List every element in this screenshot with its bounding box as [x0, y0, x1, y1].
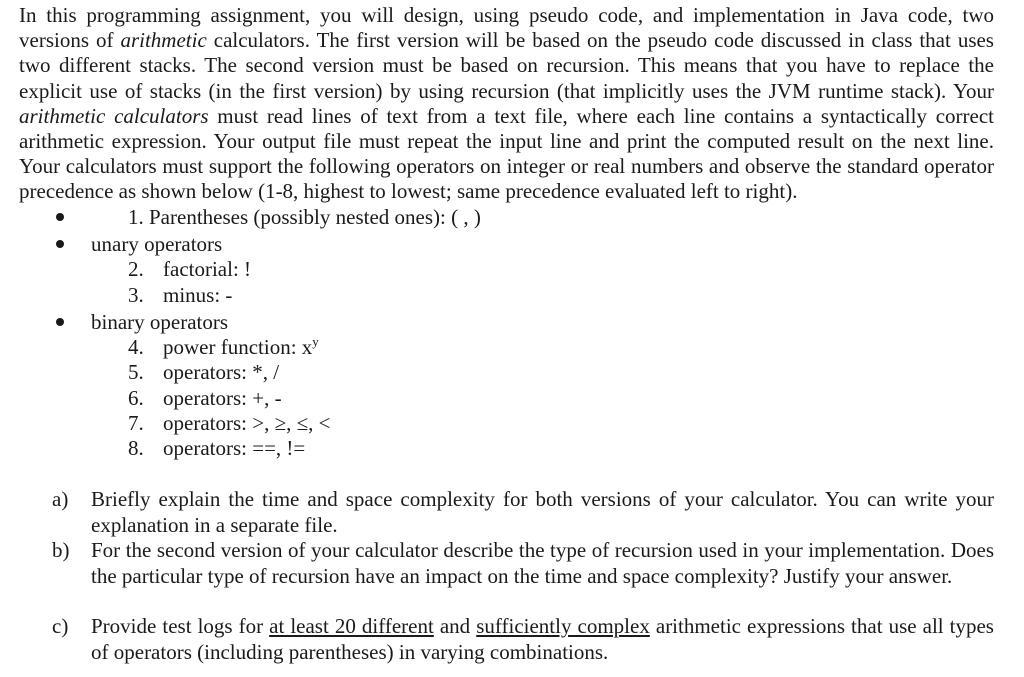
operator-multiplicative: operators: *, / [163, 360, 280, 384]
operator-equality: operators: ==, != [163, 436, 306, 460]
question-b-text: For the second version of your calculator describe the type of recursion used in your implementation. Does the particular type of recursion have an impact on the time and space complexity? Justify your answer. [91, 538, 994, 588]
operator-minus: minus: - [163, 283, 233, 307]
question-b-label: b) [52, 538, 70, 562]
power-exponent: y [312, 334, 319, 349]
intro-emphasis-1: arithmetic [120, 28, 207, 53]
intro-text-1: In this programming assignment, you will design, using pseudo code, and implementation in Java code, two versions of [19, 3, 994, 53]
bullet-icon [56, 240, 64, 248]
bullet-icon [56, 318, 64, 326]
question-c-pre: Provide test logs for [91, 614, 270, 638]
operator-parentheses: 1. Parentheses (possibly nested ones): ( , ) [128, 205, 481, 229]
operator-number: 7. [128, 411, 144, 435]
question-c-text [91, 614, 994, 665]
intro-text-2: calculators. The first version will be based on the pseudo code discussed in class that uses two different stacks. The second version must be based on recursion. This means that you have to replace the explicit use of stacks (in the first version) by using recursion (that implicitly uses the JVM runtime stack). Your [19, 28, 994, 103]
power-text: power function: x [163, 335, 313, 359]
question-a-label: a) [52, 487, 69, 511]
operator-factorial: factorial: ! [163, 257, 252, 281]
question-c-underline-2: sufficiently complex [476, 614, 650, 638]
operator-power [163, 335, 319, 360]
question-a-text: Briefly explain the time and space complexity for both versions of your calculator. You can write your explanation in a separate file. [91, 487, 994, 537]
operator-relational: operators: >, ≥, ≤, < [163, 411, 331, 435]
operator-number: 3. [128, 283, 144, 307]
question-c-underline-1: at least 20 different [269, 614, 434, 638]
intro-paragraph [19, 3, 994, 205]
operator-number: 8. [128, 436, 144, 460]
operator-number: 5. [128, 360, 144, 384]
binary-heading: binary operators [91, 310, 229, 334]
question-c-mid: and [433, 614, 477, 638]
bullet-icon [56, 213, 64, 221]
intro-text-3: must read lines of text from a text file, where each line contains a syntactically correct arithmetic expression. Your output file must repeat the input line and print the computed result on the next line. Your calculators must support the following operators on integer or real numbers and observe the standard operator precedence as shown below (1-8, highest to lowest; same precedence evaluated left to right). [19, 103, 995, 204]
operator-number: 6. [128, 386, 144, 410]
operator-additive: operators: +, - [163, 386, 282, 410]
intro-emphasis-2: arithmetic calculators [19, 103, 209, 128]
operator-number: 2. [128, 257, 144, 281]
question-c-post: arithmetic expressions that use all types of operators (including parentheses) in varying combinations. [91, 614, 994, 664]
operator-number: 4. [128, 335, 144, 359]
question-c-label: c) [52, 614, 69, 638]
unary-heading: unary operators [91, 232, 223, 256]
